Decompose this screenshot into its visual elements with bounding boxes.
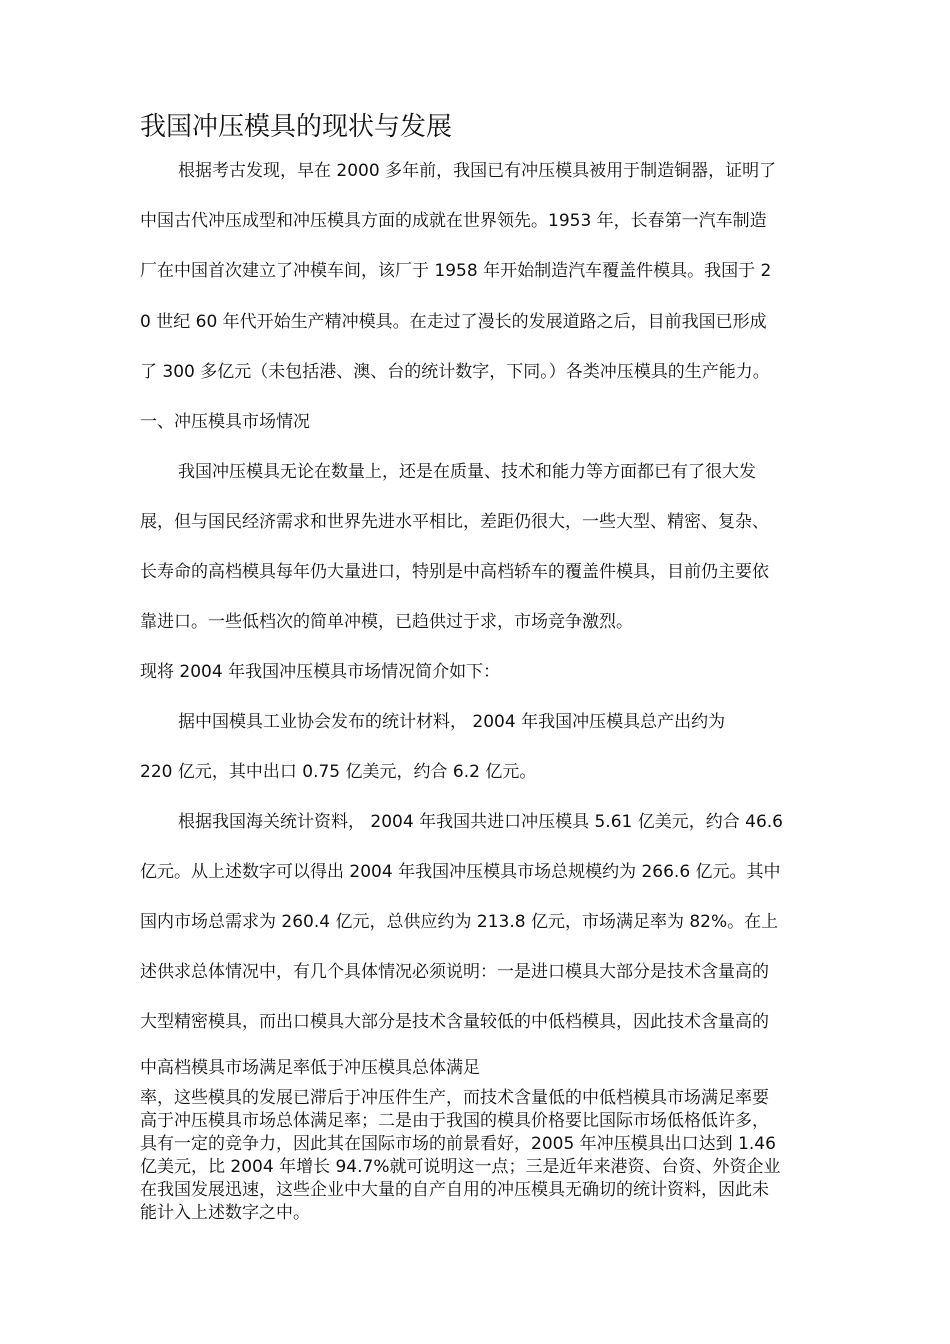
paragraph-line: 厂在中国首次建立了冲模车间，该厂于 1958 年开始制造汽车覆盖件模具。我国于 2 [140,261,772,281]
paragraph-line: 根据考古发现，早在 2000 多年前，我国已有冲压模具被用于制造铜器，证明了 [178,161,777,181]
paragraph-line: 220 亿元，其中出口 0.75 亿美元，约合 6.2 亿元。 [140,762,537,782]
paragraph-line: 高于冲压模具市场总体满足率；二是由于我国的模具价格要比国际市场低格低许多， [140,1111,769,1131]
paragraph-line: 能计入上述数字之中。 [140,1203,310,1223]
paragraph-line: 长寿命的高档模具每年仍大量进口，特别是中高档轿车的覆盖件模具，目前仍主要依 [140,562,769,582]
paragraph-line: 靠进口。一些低档次的简单冲模，已趋供过于求，市场竞争激烈。 [140,612,633,632]
paragraph-line: 率，这些模具的发展已滞后于冲压件生产，而技术含量低的中低档模具市场满足率要 [140,1088,769,1108]
paragraph-line: 大型精密模具，而出口模具大部分是技术含量较低的中低档模具，因此技术含量高的 [140,1012,769,1032]
document-title: 我国冲压模具的现状与发展 [140,112,453,142]
paragraph-line: 据中国模具工业协会发布的统计材料， 2004 年我国冲压模具总产出约为 [178,712,726,732]
paragraph-line: 了 300 多亿元（未包括港、澳、台的统计数字，下同。）各类冲压模具的生产能力。 [140,362,770,382]
section-heading: 一、冲压模具市场情况 [140,412,310,432]
paragraph-line: 根据我国海关统计资料， 2004 年我国共进口冲压模具 5.61 亿美元，约合 46.6 [178,812,783,832]
paragraph-line: 展，但与国民经济需求和世界先进水平相比，差距仍很大，一些大型、精密、复杂、 [140,512,769,532]
paragraph-line: 现将 2004 年我国冲压模具市场情况简介如下： [140,662,501,682]
paragraph-line: 述供求总体情况中，有几个具体情况必须说明：一是进口模具大部分是技术含量高的 [140,962,769,982]
paragraph-line: 亿美元，比 2004 年增长 94.7%就可说明这一点；三是近年来港资、台资、外资企业 [140,1157,781,1177]
paragraph-line: 0 世纪 60 年代开始生产精冲模具。在走过了漫长的发展道路之后，目前我国已形成 [140,312,767,332]
paragraph-line: 在我国发展迅速，这些企业中大量的自产自用的冲压模具无确切的统计资料，因此未 [140,1180,769,1200]
paragraph-line: 具有一定的竞争力，因此其在国际市场的前景看好，2005 年冲压模具出口达到 1.46 [140,1134,776,1154]
paragraph-line: 国内市场总需求为 260.4 亿元，总供应约为 213.8 亿元，市场满足率为 82%。在上 [140,912,779,932]
paragraph-line: 中国古代冲压成型和冲压模具方面的成就在世界领先。1953 年，长春第一汽车制造 [140,211,767,231]
paragraph-line: 中高档模具市场满足率低于冲压模具总体满足 [140,1058,480,1078]
paragraph-line: 我国冲压模具无论在数量上，还是在质量、技术和能力等方面都已有了很大发 [178,462,756,482]
paragraph-line: 亿元。从上述数字可以得出 2004 年我国冲压模具市场总规模约为 266.6 亿元。其中 [140,862,781,882]
